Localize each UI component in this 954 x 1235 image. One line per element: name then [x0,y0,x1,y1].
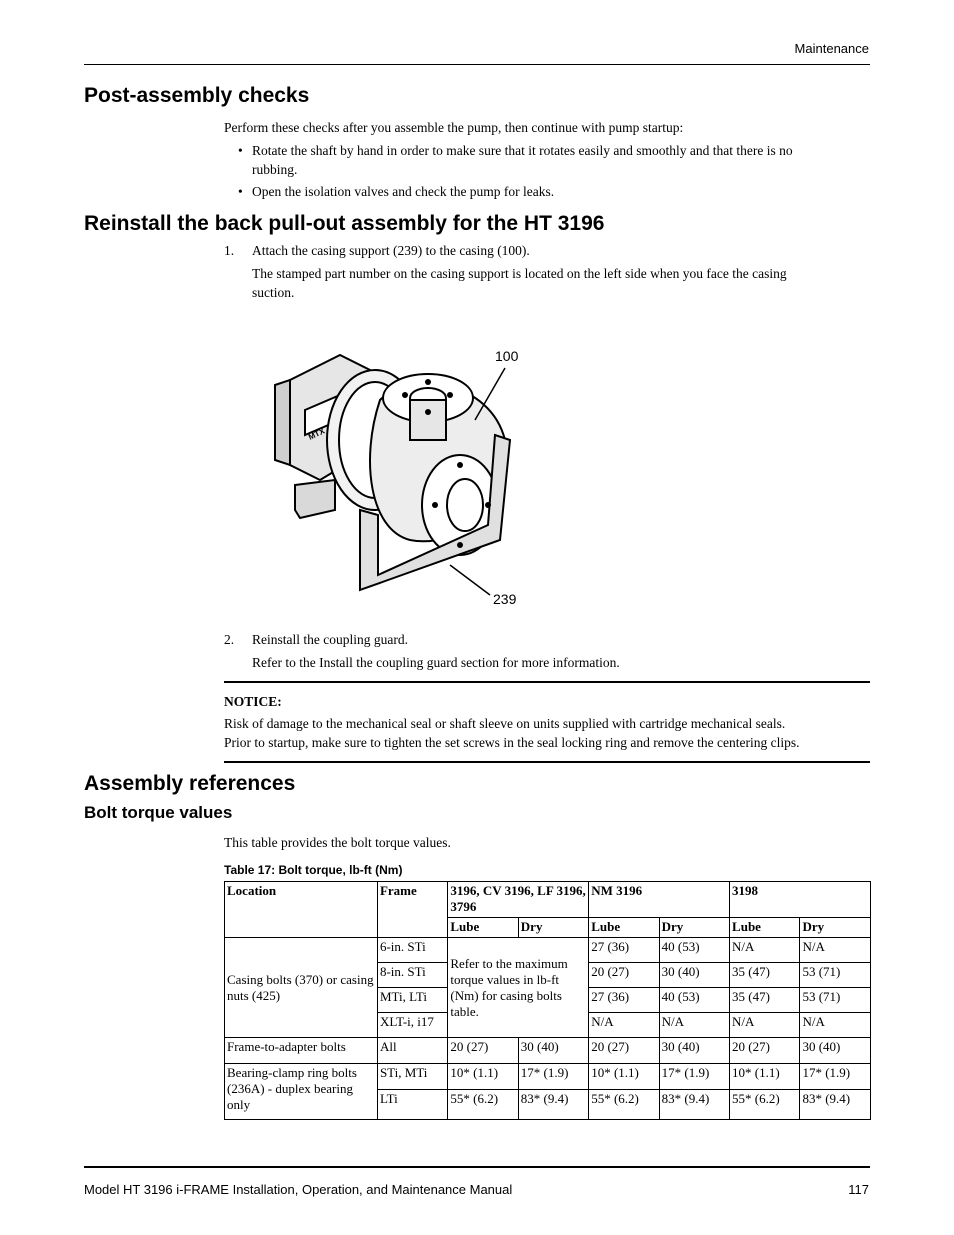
table-cell: 30 (40) [659,1038,729,1064]
table-cell: 27 (36) [589,938,659,963]
table-cell: 17* (1.9) [518,1064,588,1090]
cell-frame: All [377,1038,447,1064]
header-dry: Dry [800,918,871,938]
cell-frame: 6-in. STi [377,938,447,963]
bolt-torque-table [224,881,871,1120]
cell-frame: 8-in. STi [377,963,447,988]
table-cell: N/A [730,1013,800,1038]
header-group-3196: 3196, CV 3196, LF 3196, 3796 [448,882,589,918]
table-cell: N/A [800,938,871,963]
callout-100: 100 [495,348,519,364]
cell-frame: LTi [377,1090,447,1120]
cell-frame: STi, MTi [377,1064,447,1090]
table-cell: N/A [800,1013,871,1038]
bullet-item-1-cont: rubbing. [252,162,298,177]
header-dry: Dry [518,918,588,938]
notice-text-2: Prior to startup, make sure to tighten the set screws in the seal locking ring and remove the centering clips. [224,735,800,750]
step-1-text: Attach the casing support (239) to the casing (100). [252,243,530,258]
table-cell: N/A [589,1013,659,1038]
section-title-assembly-references: Assembly references [84,772,296,795]
cell-frame: MTi, LTi [377,988,447,1013]
table-cell: 40 (53) [659,988,729,1013]
step-1-note-cont: suction. [252,285,295,300]
cell-casing-note: Refer to the maximum torque values in lb-ft (Nm) for casing bolts table. [448,938,589,1038]
table-cell: 35 (47) [730,963,800,988]
step-2-note: Refer to the Install the coupling guard section for more information. [252,655,620,670]
bolt-torque-intro: This table provides the bolt torque values. [224,835,451,850]
table-cell: N/A [659,1013,729,1038]
table-cell: 20 (27) [730,1038,800,1064]
step-1-note: The stamped part number on the casing support is located on the left side when you face the casing [252,266,787,281]
callout-239: 239 [493,591,517,607]
bullet-item-1: Rotate the shaft by hand in order to make sure that it rotates easily and smoothly and that there is no [252,143,793,158]
table-cell: 55* (6.2) [589,1090,659,1120]
step-2-text: Reinstall the coupling guard. [252,632,408,647]
notice-bottom-rule [224,761,870,763]
section-title-post-assembly: Post-assembly checks [84,84,310,107]
header-group-3198: 3198 [730,882,871,918]
cell-frame: XLT-i, i17 [377,1013,447,1038]
table-row [225,1038,871,1064]
bullet-marker: • [238,184,243,199]
table-cell: 20 (27) [589,1038,659,1064]
cell-location-clamp: Bearing-clamp ring bolts (236A) - duplex bearing only [225,1064,378,1120]
header-dry: Dry [659,918,729,938]
running-header: Maintenance [794,41,869,56]
table-caption: Table 17: Bolt torque, lb-ft (Nm) [224,863,403,877]
footer-page-number: 117 [848,1182,869,1197]
table-header-row [225,882,871,918]
header-lube: Lube [448,918,518,938]
header-rule [84,64,870,65]
frame-foot [295,480,335,518]
header-lube: Lube [589,918,659,938]
table-cell: 83* (9.4) [659,1090,729,1120]
cell-location-casing: Casing bolts (370) or casing nuts (425) [225,938,378,1038]
table-cell: 20 (27) [589,963,659,988]
table-cell: 53 (71) [800,963,871,988]
header-frame: Frame [377,882,447,938]
table-cell: 30 (40) [659,963,729,988]
post-assembly-intro: Perform these checks after you assemble the pump, then continue with pump startup: [224,120,684,135]
table-cell: 30 (40) [800,1038,871,1064]
notice-label: NOTICE: [224,694,282,709]
step-number-1: 1. [224,243,235,258]
cell-location-adapter: Frame-to-adapter bolts [225,1038,378,1064]
table-cell: 83* (9.4) [518,1090,588,1120]
table-cell: 55* (6.2) [448,1090,518,1120]
table-cell: 83* (9.4) [800,1090,871,1120]
table-cell: N/A [730,938,800,963]
table-cell: 35 (47) [730,988,800,1013]
header-group-nm3196: NM 3196 [589,882,730,918]
table-cell: 10* (1.1) [589,1064,659,1090]
table-row [225,1064,871,1090]
table-cell: 27 (36) [589,988,659,1013]
step-number-2: 2. [224,632,235,647]
pump-assembly-figure [260,340,550,615]
footer-manual-title: Model HT 3196 i-FRAME Installation, Operation, and Maintenance Manual [84,1182,513,1197]
brand-mark: MTX [307,426,327,442]
header-location: Location [225,882,378,938]
table-row [225,938,871,963]
subsection-title-bolt-torque: Bolt torque values [84,803,233,822]
header-lube: Lube [730,918,800,938]
bullet-item-2: Open the isolation valves and check the pump for leaks. [252,184,555,199]
table-cell: 17* (1.9) [800,1064,871,1090]
table-cell: 10* (1.1) [730,1064,800,1090]
table-cell: 53 (71) [800,988,871,1013]
notice-top-rule [224,681,870,683]
table-cell: 30 (40) [518,1038,588,1064]
bullet-marker: • [238,143,243,158]
table-cell: 40 (53) [659,938,729,963]
table-cell: 20 (27) [448,1038,518,1064]
table-cell: 10* (1.1) [448,1064,518,1090]
table-cell: 17* (1.9) [659,1064,729,1090]
section-title-reinstall: Reinstall the back pull-out assembly for the HT 3196 [84,212,605,235]
footer-rule [84,1166,870,1168]
table-cell: 55* (6.2) [730,1090,800,1120]
notice-text-1: Risk of damage to the mechanical seal or shaft sleeve on units supplied with cartridge mechanical seals. [224,716,786,731]
